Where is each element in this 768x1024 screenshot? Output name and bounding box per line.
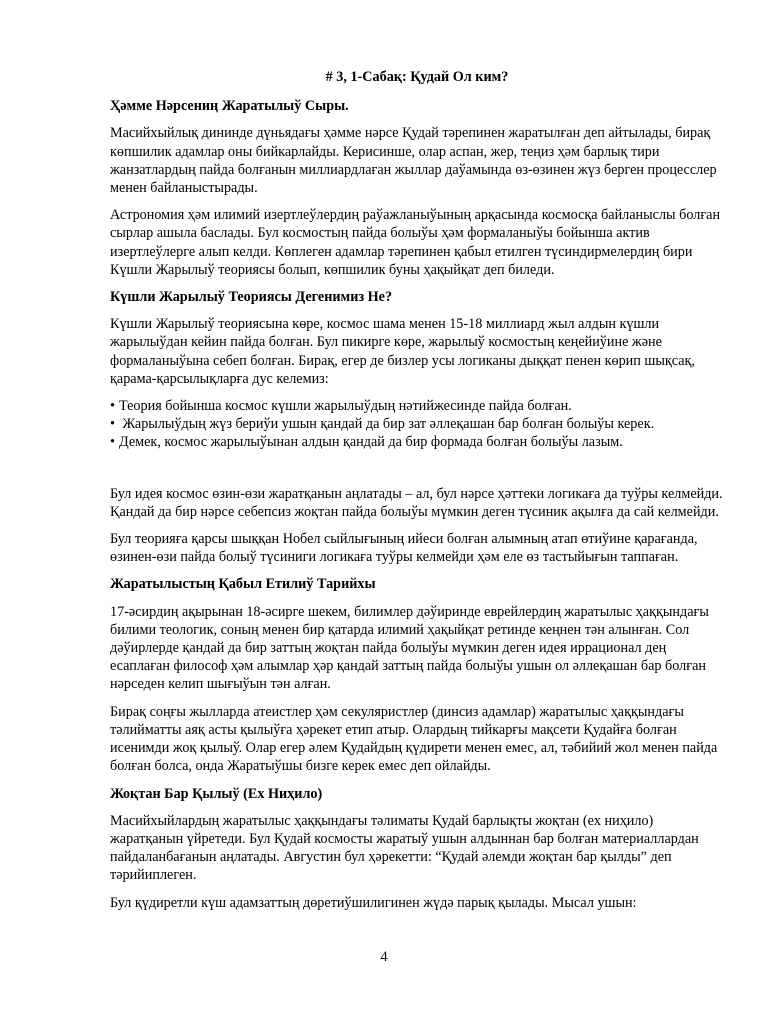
bullet-text: Демек, космос жарылыўынан алдын қандай да бир формада болған болыўы лазым.	[119, 434, 623, 451]
section-heading-creation-mystery: Ҳәмме Нәрсениң Жаратылыў Сыры.	[110, 98, 349, 115]
section-heading-ex-nihilo: Жоқтан Бар Қылыў (Ex Ниҳило)	[110, 785, 323, 802]
bullet-item	[110, 415, 724, 433]
paragraph: Масийхыйлардың жаратылыс ҳаққындағы тәлиматы Қудай барлықты жоқтан (ex ниҳило) жаратқанын үйретеди. Бул Қудай космосты жаратыў ушын алдыннан бар болған материаллардан пайдаланбағанын аңлатады. Августин бул ҳәрекетти: “Қудай әлемди жоқтан бар қылды” деп тәрийиплеген.	[110, 812, 699, 884]
bullet-text: Жарылыўдың жүз бериўи ушын қандай да бир зат әллеқашан бар болған болыўы керек.	[119, 416, 655, 433]
bullet-icon: •	[110, 434, 115, 451]
paragraph: Астрономия ҳәм илимий изертлеўлердиң раўажланыўының арқасында космосқа байланыслы болған сырлар ашыла баслады. Бул космостың пайда болыўы ҳәм формаланыўы бойынша актив изертлеўлерге алып келди. Көплеген адамлар тәрепинен қабыл етилген түсиндирмелердиң бири Күшли Жарылыў теориясы болып, көпшилик буны ҳақыйқат деп биледи.	[110, 207, 721, 278]
bullet-list	[110, 397, 724, 452]
paragraph: Масийхыйлық дининде дүньядағы ҳәмме нәрсе Қудай тәрепинен жаратылған деп айтылады, бирақ көпшилик адамлар оны бийкарлайды. Керисинше, олар аспан, жер, теңиз ҳәм барлық тири жанзатлардың пайда болғанын миллиардлаған жыллар даўамында өз-өзинен жүз берген процесслер менен байланыстырады.	[110, 125, 717, 197]
section-heading-creation-history: Жаратылыстың Қабыл Етилиў Тарийхы	[110, 576, 376, 593]
bullet-item	[110, 397, 724, 415]
bullet-text: Теория бойынша космос күшли жарылыўдың нәтийжесинде пайда болған.	[119, 398, 572, 415]
document-page	[110, 68, 724, 921]
bullet-icon: •	[110, 416, 115, 433]
page-number: 4	[380, 949, 388, 965]
paragraph: Бул идея космос өзин-өзи жаратқанын аңлатады – ал, бул нәрсе ҳәттеки логикаға да туўры келмейди. Қандай да бир нәрсе себепсиз жоқтан пайда болыўы мүмкин деген түсиник ақылға да сай келмейди.	[110, 485, 723, 520]
paragraph: Бул қүдиретли күш адамзаттың дөретиўшилигинен жүдә парық қылады. Мысал ушын:	[110, 894, 637, 911]
bullet-icon: •	[110, 398, 115, 415]
section-heading-big-bang: Күшли Жарылыў Теориясы Дегенимиз Не?	[110, 289, 393, 306]
paragraph: Бирақ соңғы жылларда атеистлер ҳәм секуляристлер (динсиз адамлар) жаратылыс ҳаққындағы тәлийматты аяқ асты қылыўға ҳәрекет етип атыр. Олардың тийкарғы мақсети Қудайға болған исенимди жоқ қылыў. Олар егер әлем Қудайдың қүдирети менен емес, ал, тәбийий жол менен пайда болған болса, онда Жаратыўшы бизге керек емес деп ойлайды.	[110, 703, 718, 775]
paragraph: 17-әсирдиң ақырынан 18-әсирге шекем, билимлер дәўиринде еврейлердиң жаратылыс ҳаққындағы билими теологик, соның менен бир қатарда илимий ҳақыйқат ретинде кеңнен тән алынған. Сол дәўирлерде қандай да бир заттың жоқтан пайда болыўы мүмкин деген идея иррационал дең есаплаған философ ҳәм алымлар ҳәр қандай заттың пайда болыўы ушын ол әллеқашан бар болған нәрседен келип шығыўын тән алған.	[110, 603, 709, 693]
paragraph: Бул теорияға қарсы шыққан Нобел сыйлығының ийеси болған алымның атап өтиўине қарағанда, өзинен-өзи пайда болыў түсиниги логикаға туўры келмейди ҳәм еле өз тастыйығын таппаған.	[110, 531, 698, 566]
bullet-item	[110, 433, 724, 451]
paragraph: Күшли Жарылыў теориясына көре, космос шама менен 15-18 миллиард жыл алдын күшли жарылыўдан кейин пайда болған. Бул пикирге көре, жарылыў космостың кеңейиўине және формаланыўына себеп болған. Бирақ, егер де бизлер усы логиканы дыққат пенен көрип шықсақ, қарама-қарсылықларға дус келемиз:	[110, 316, 695, 387]
document-title: # 3, 1-Сабақ: Қудай Ол ким?	[325, 69, 509, 85]
